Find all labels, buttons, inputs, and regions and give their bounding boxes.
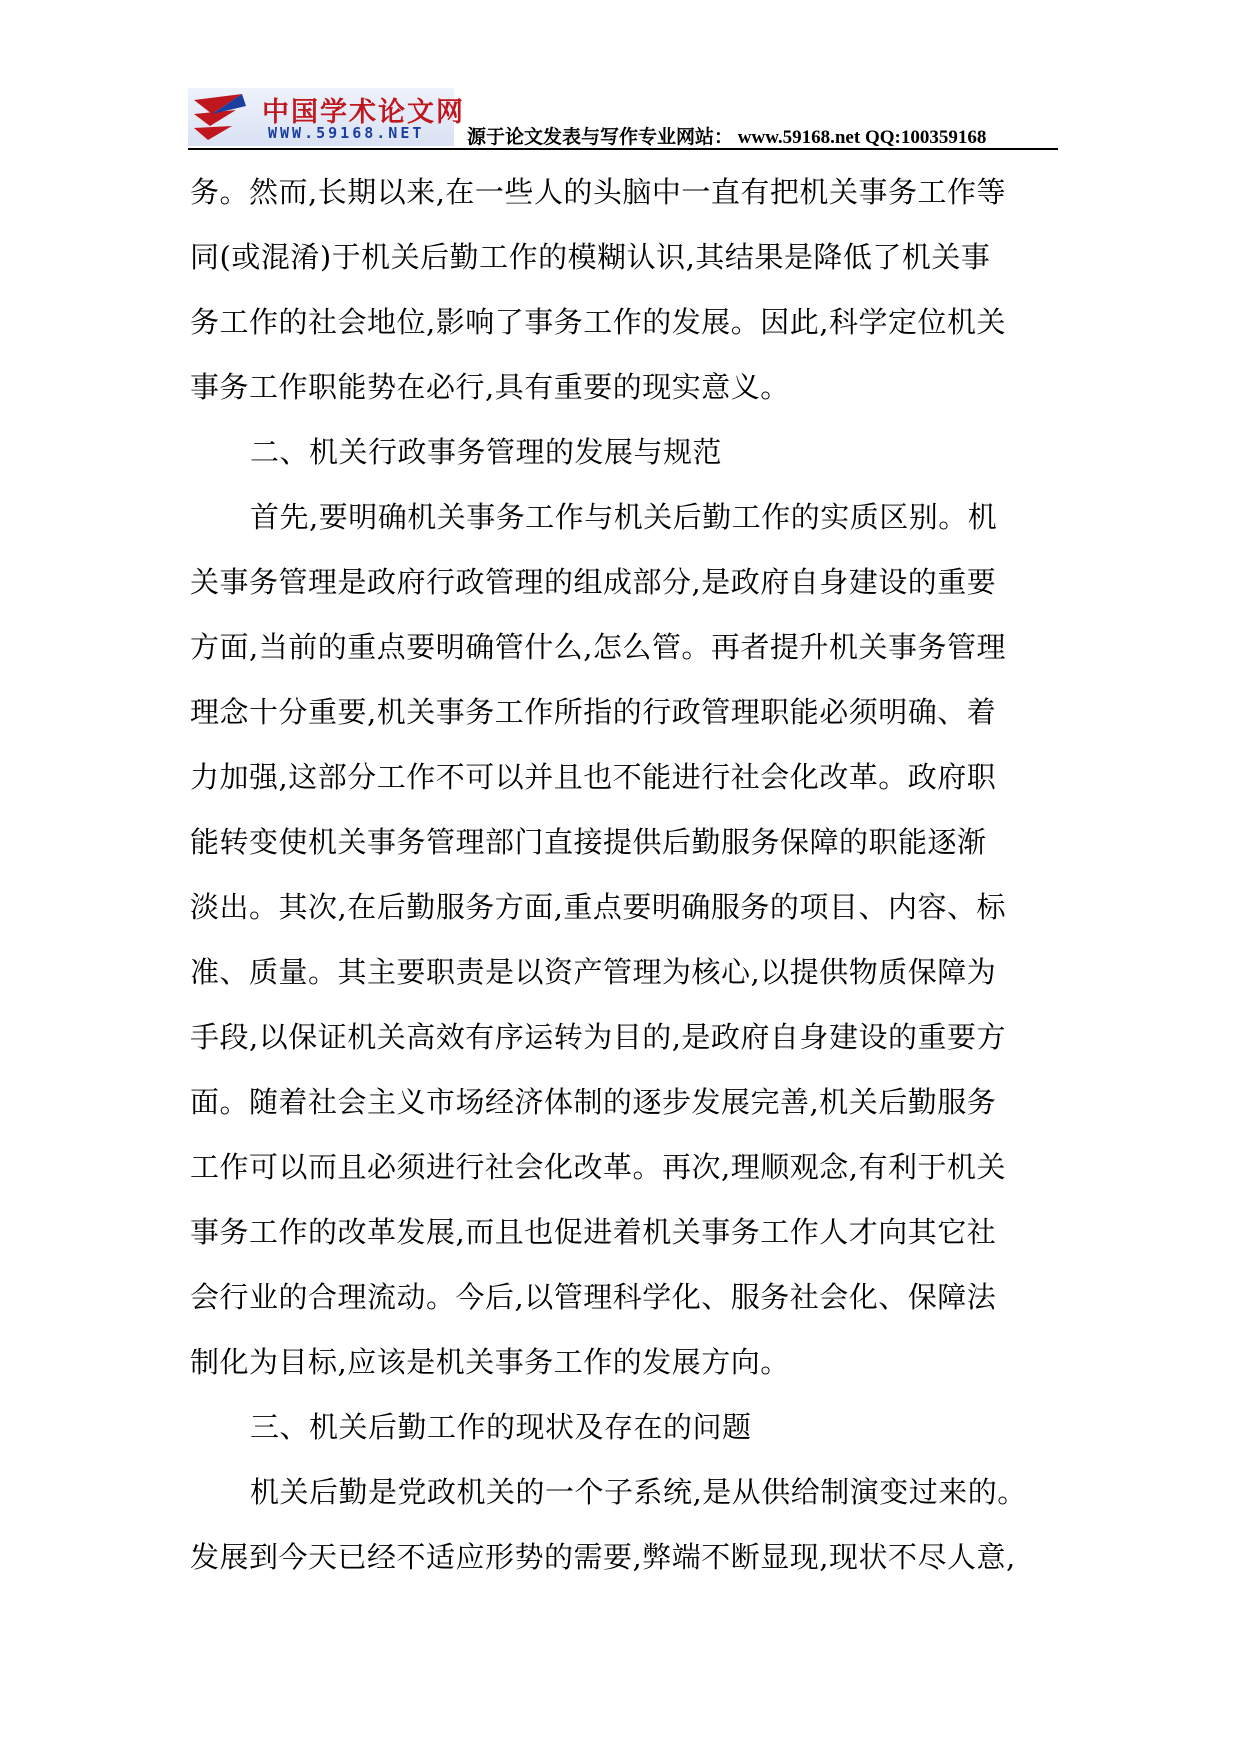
- text-line: 事务工作职能势在必行,具有重要的现实意义。: [190, 370, 790, 404]
- text-line: 发展到今天已经不适应形势的需要,弊端不断显现,现状不尽人意,: [190, 1540, 1016, 1574]
- text-line: 方面,当前的重点要明确管什么,怎么管。再者提升机关事务管理: [190, 630, 1006, 664]
- text-line: 务工作的社会地位,影响了事务工作的发展。因此,科学定位机关: [190, 305, 1006, 339]
- logo-url: WWW.59168.NET: [268, 124, 425, 142]
- text-line: 手段,以保证机关高效有序运转为目的,是政府自身建设的重要方: [190, 1020, 1006, 1054]
- text-line: 淡出。其次,在后勤服务方面,重点要明确服务的项目、内容、标: [190, 890, 1006, 924]
- text-line: 准、质量。其主要职责是以资产管理为核心,以提供物质保障为: [190, 955, 997, 989]
- text-line: 首先,要明确机关事务工作与机关后勤工作的实质区别。机: [250, 500, 998, 534]
- text-line: 事务工作的改革发展,而且也促进着机关事务工作人才向其它社: [190, 1215, 997, 1249]
- text-line: 同(或混淆)于机关后勤工作的模糊认识,其结果是降低了机关事: [190, 240, 991, 274]
- section-heading: 二、机关行政事务管理的发展与规范: [250, 435, 723, 469]
- text-line: 务。然而,长期以来,在一些人的头脑中一直有把机关事务工作等: [190, 175, 1006, 209]
- text-line: 制化为目标,应该是机关事务工作的发展方向。: [190, 1345, 790, 1379]
- logo-title: 中国学术论文网: [262, 97, 465, 128]
- logo-emblem-icon: [192, 92, 248, 142]
- text-line: 面。随着社会主义市场经济体制的逐步发展完善,机关后勤服务: [190, 1085, 997, 1119]
- text-line: 理念十分重要,机关事务工作所指的行政管理职能必须明确、着: [190, 695, 997, 729]
- text-line: 关事务管理是政府行政管理的组成部分,是政府自身建设的重要: [190, 565, 997, 599]
- page-header: [188, 88, 1058, 154]
- section-heading: 三、机关后勤工作的现状及存在的问题: [250, 1410, 752, 1444]
- text-line: 机关后勤是党政机关的一个子系统,是从供给制演变过来的。: [250, 1475, 1027, 1509]
- text-line: 会行业的合理流动。今后,以管理科学化、服务社会化、保障法: [190, 1280, 997, 1314]
- header-divider: [188, 148, 1058, 150]
- site-logo: [188, 88, 465, 146]
- text-line: 能转变使机关事务管理部门直接提供后勤服务保障的职能逐渐: [190, 825, 987, 859]
- document-body: [190, 160, 1070, 1590]
- header-site-info: 源于论文发表与写作专业网站： www.59168.net QQ:100359168: [467, 127, 987, 148]
- text-line: 力加强,这部分工作不可以并且也不能进行社会化改革。政府职: [190, 760, 997, 794]
- text-line: 工作可以而且必须进行社会化改革。再次,理顺观念,有利于机关: [190, 1150, 1006, 1184]
